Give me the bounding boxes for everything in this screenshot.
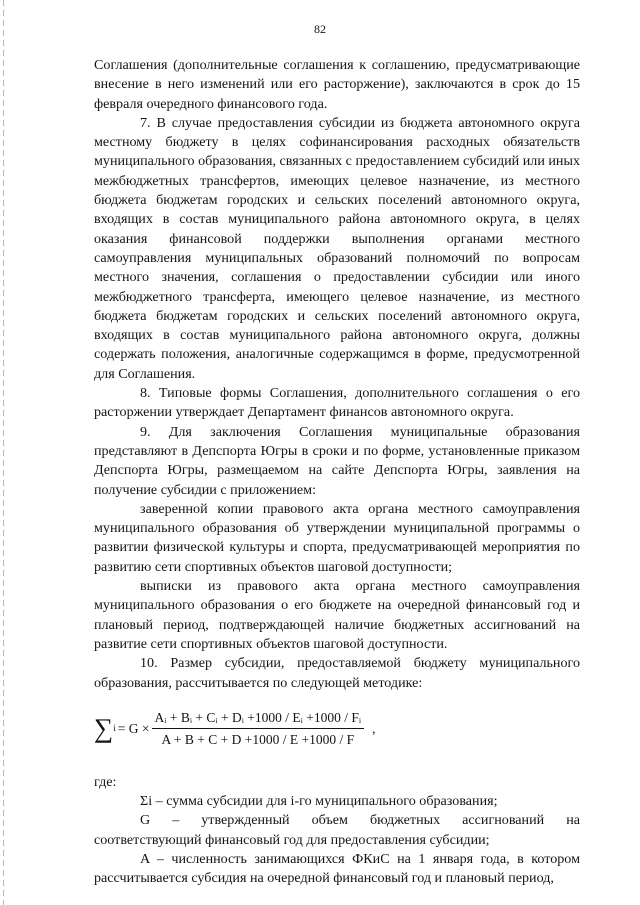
formula-multiplier: = G × [117,721,150,737]
formula-fraction [152,708,365,750]
formula-denominator: A + B + C + D +1000 / E +1000 / F [161,732,355,748]
paragraph-9: 9. Для заключения Соглашения муниципальные образования представляют в Депспорта Югры в сроки и по форме, установленные приказом Депспорта Югры, размещаемом на сайте Депспорта Югры, заявления на получение субсидии с приложением: [94,423,580,498]
page-number: 82 [314,22,326,36]
subsidy-formula [94,703,580,755]
formula-sigma-subscript: i [113,723,116,734]
definitions-intro: где: [94,773,117,790]
formula-numerator: Aᵢ + Bᵢ + Cᵢ + Dᵢ +1000 / Eᵢ +1000 / Fᵢ [152,708,365,729]
paragraph-7: 7. В случае предоставления субсидии из бюджета автономного округа местному бюджету в целях софинансирования расходных обязательств муниципального образования, связанных с предоставлением субсидий или иных межбюджетных трансфертов, имеющих целевое назначение, из местного бюджета бюджетам городских и сельских поселений автономного округа, входящих в состав муниципального района автономного округа, в целях оказания финансовой поддержки выполнения органами местного самоуправления муниципальных образований полномочий по вопросам местного значения, соглашения о предоставлении субсидии или иного межбюджетного трансферта, имеющего целевое назначение, из местного бюджета бюджетам городских и сельских поселений автономного округа, входящих в состав муниципального района автономного округа, должны содержать положения, аналогичные содержащимся в форме, предусмотренной для Соглашения. [94,114,580,382]
formula-sigma: ∑ [94,713,114,744]
paragraph-10: 10. Размер субсидии, предоставляемой бюджету муниципального образования, рассчитывается по следующей методике: [94,655,580,691]
paragraph-agreement-terms: Соглашения (дополнительные соглашения к соглашению, предусматривающие внесение в него изменений или его расторжение), заключаются в срок до 15 февраля очередного финансового года. [94,57,580,112]
scan-edge-mark [3,0,4,905]
attachment-program-copy: заверенной копии правового акта органа местного самоуправления муниципального образования об утверждении муниципальной программы о развитии физической культуры и спорта, предусматривающей мероприятия по развитию сети спортивных объектов шаговой доступности; [94,500,580,575]
attachment-budget-extract: выписки из правового акта органа местного самоуправления муниципального образования о его бюджете на очередной финансовый год и плановый период, подтверждающей наличие бюджетных ассигнований на развитие сети спортивных объектов шаговой доступности. [94,578,580,652]
definition-g: G – утвержденный объем бюджетных ассигнований на соответствующий финансовый год для предоставления субсидии; [94,812,580,848]
definition-a: A – численность занимающихся ФКиС на 1 января года, в котором рассчитывается субсидия на очередной финансовый год и плановый период, [94,850,580,887]
paragraph-8: 8. Типовые формы Соглашения, дополнительного соглашения о его расторжении утверждает Департамент финансов автономного округа. [94,385,580,421]
document-body [94,56,580,889]
definition-sigma: Σi – сумма субсидии для i-го муниципального образования; [140,793,498,810]
formula-comma: , [372,721,376,737]
